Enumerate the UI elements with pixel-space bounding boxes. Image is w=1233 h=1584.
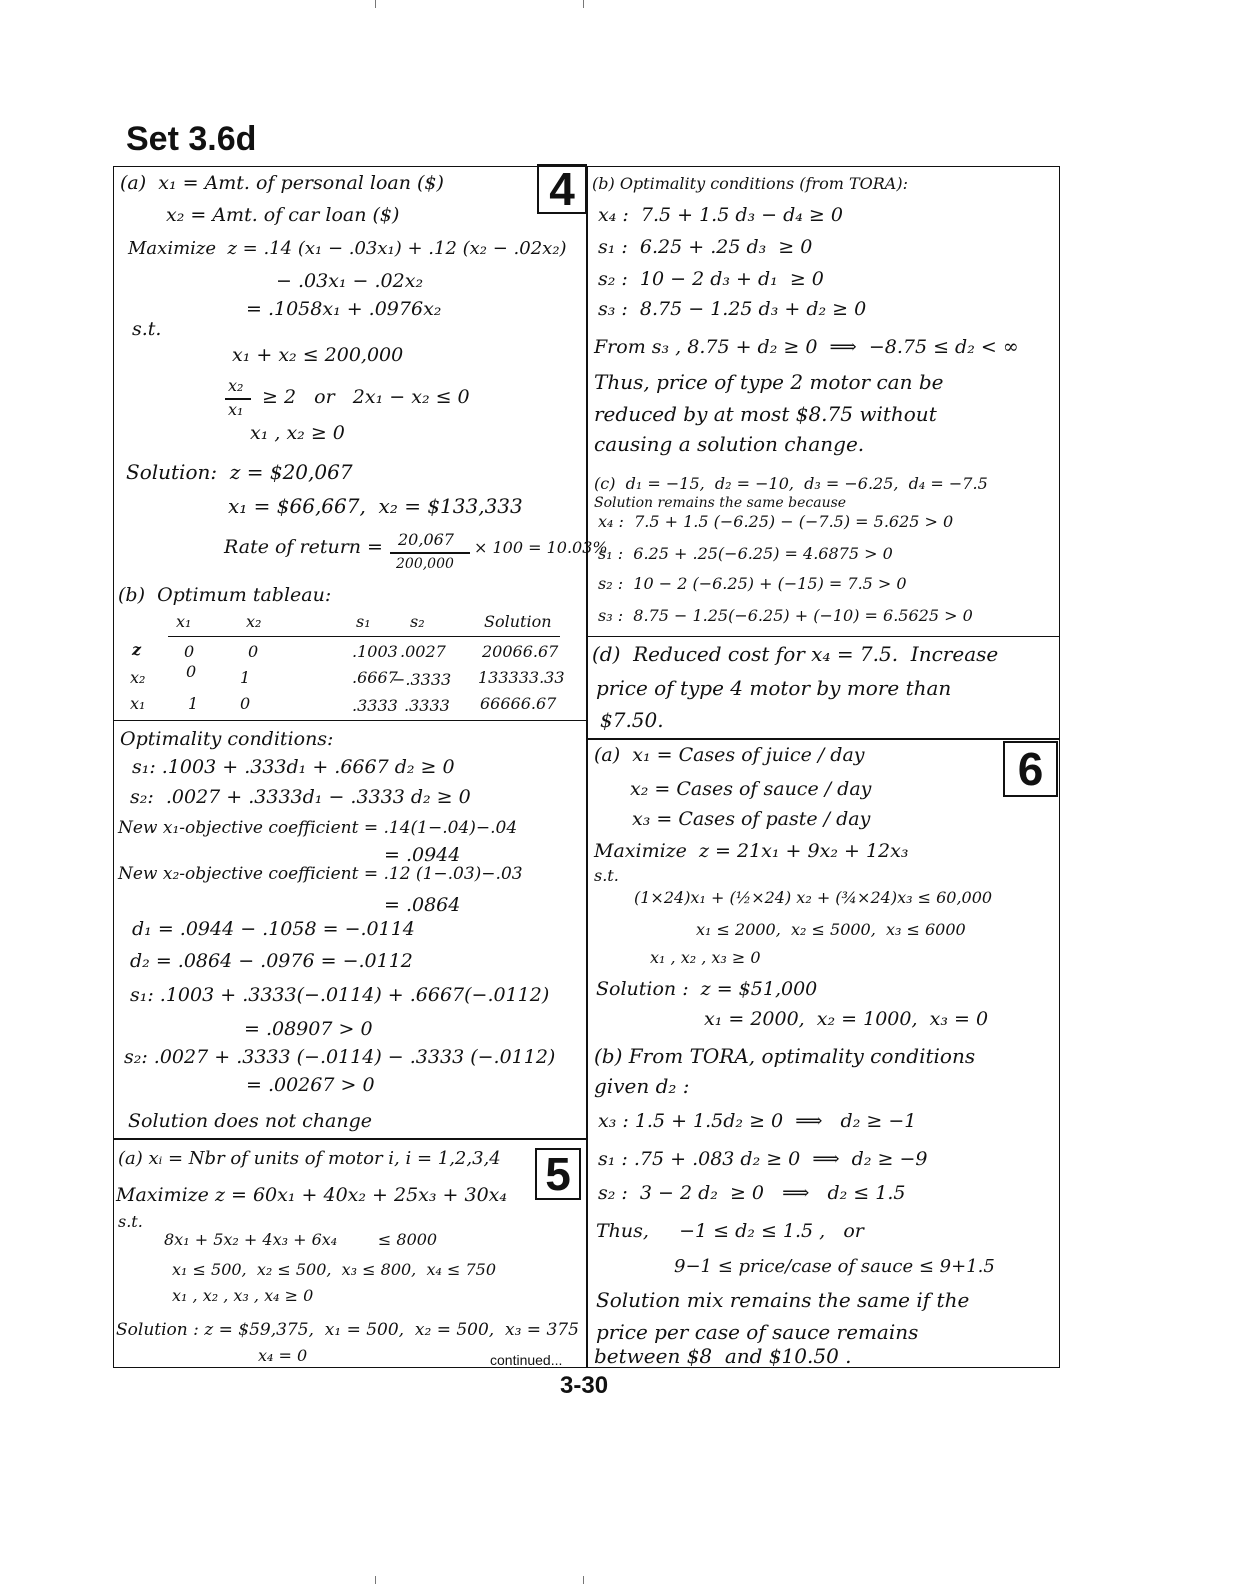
- p6-b-thus: Thus, −1 ≤ d₂ ≤ 1.5 , or: [596, 1220, 864, 1242]
- column-divider: [586, 166, 588, 1368]
- p4-st: s.t.: [132, 318, 162, 340]
- p4-new-x2-value: = .0864: [384, 894, 461, 916]
- tableau-cell: .6667: [352, 668, 398, 687]
- p5-constraint-3: x₁ , x₂ , x₃ , x₄ ≥ 0: [172, 1286, 314, 1305]
- p4-constraint-2: ≥ 2 or 2x₁ − x₂ ≤ 0: [262, 386, 470, 408]
- tableau-cell: .0027: [400, 642, 446, 661]
- scan-mark: [375, 0, 376, 8]
- p5-d-text-1: (d) Reduced cost for x₄ = 7.5. Increase: [592, 642, 999, 666]
- p5-c-s2: s₂ : 10 − 2 (−6.25) + (−15) = 7.5 > 0: [598, 574, 907, 593]
- p4-rate-numerator: 20,067: [398, 530, 454, 549]
- p5-b-s2: s₂ : 10 − 2 d₃ + d₁ ≥ 0: [598, 268, 824, 290]
- tableau-cell: x₂: [130, 668, 146, 687]
- p6-constraint-3: x₁ , x₂ , x₃ ≥ 0: [650, 948, 761, 967]
- tableau-cell: 133333.33: [478, 668, 565, 687]
- p4-rate-bar: [390, 552, 470, 554]
- p4-d2: d₂ = .0864 − .0976 = −.0112: [130, 950, 413, 972]
- p5-b-text-3: causing a solution change.: [594, 432, 865, 456]
- tableau-cell: 1: [240, 668, 251, 687]
- p6-b-s2: s₂ : 3 − 2 d₂ ≥ 0 ⟹ d₂ ≤ 1.5: [598, 1182, 906, 1204]
- section-divider-left: [113, 1138, 587, 1140]
- p5-b-from-s3: From s₃ , 8.75 + d₂ ≥ 0 ⟹ −8.75 ≤ d₂ < ∞: [594, 336, 1019, 358]
- scan-mark: [583, 0, 584, 8]
- p4-solution-z: Solution: z = $20,067: [126, 460, 353, 484]
- p4-constraint-2-den: x₁: [228, 400, 244, 419]
- p5-d-text-2: price of type 4 motor by more than: [596, 676, 952, 700]
- scan-mark: [583, 1576, 584, 1584]
- p6-b-text-4: price per case of sauce remains: [596, 1320, 919, 1344]
- p5-b-x4: x₄ : 7.5 + 1.5 d₃ − d₄ ≥ 0: [598, 204, 843, 226]
- p5-b-heading: (b) Optimality conditions (from TORA):: [592, 174, 908, 193]
- p4-optimality-s1: s₁: .1003 + .333d₁ + .6667 d₂ ≥ 0: [132, 756, 455, 778]
- tableau-header-solution: Solution: [484, 612, 552, 631]
- page-number: 3-30: [560, 1372, 609, 1399]
- p4-new-x1-coef: New x₁-objective coefficient = .14(1−.04)−.04: [118, 818, 518, 838]
- p4-d1: d₁ = .0944 − .1058 = −.0114: [132, 918, 415, 940]
- p4-check-s2-result: = .00267 > 0: [246, 1074, 375, 1096]
- p5-c-divider: [586, 636, 1060, 637]
- p5-b-s1: s₁ : 6.25 + .25 d₃ ≥ 0: [598, 236, 813, 258]
- tableau-cell: −.3333: [392, 670, 452, 689]
- p5-c-note: Solution remains the same because: [594, 495, 847, 511]
- p4-rate-label: Rate of return =: [224, 536, 383, 558]
- p4-objective-cont: − .03x₁ − .02x₂: [276, 270, 424, 292]
- p5-constraint-2: x₁ ≤ 500, x₂ ≤ 500, x₃ ≤ 800, x₄ ≤ 750: [172, 1260, 496, 1279]
- tableau-cell: 0: [184, 642, 195, 661]
- tableau-cell: x₁: [130, 694, 146, 713]
- tableau-header-s1: s₁: [356, 612, 371, 631]
- p5-st: s.t.: [118, 1212, 143, 1231]
- problem-6-badge: 6: [1003, 741, 1058, 797]
- tableau-header-x1: x₁: [176, 612, 192, 631]
- p4-objective-result: = .1058x₁ + .0976x₂: [246, 298, 442, 320]
- p5-c-heading: (c) d₁ = −15, d₂ = −10, d₃ = −6.25, d₄ = −7.5: [594, 474, 988, 493]
- tableau-cell: .3333: [404, 696, 450, 715]
- p6-b-text-5: between $8 and $10.50 .: [594, 1344, 852, 1368]
- p6-constraint-1: (1×24)x₁ + (½×24) x₂ + (¾×24)x₃ ≤ 60,000: [634, 888, 993, 907]
- p4-constraint-3: x₁ , x₂ ≥ 0: [250, 422, 345, 444]
- p4-var-x1: (a) x₁ = Amt. of personal loan ($): [120, 172, 444, 194]
- problem-5-badge: 5: [535, 1148, 581, 1200]
- p5-c-x4: x₄ : 7.5 + 1.5 (−6.25) − (−7.5) = 5.625 > 0: [598, 512, 954, 531]
- p6-solution-x: x₁ = 2000, x₂ = 1000, x₃ = 0: [704, 1008, 989, 1030]
- p6-constraint-2: x₁ ≤ 2000, x₂ ≤ 5000, x₃ ≤ 6000: [696, 920, 966, 939]
- p6-b-s1: s₁ : .75 + .083 d₂ ≥ 0 ⟹ d₂ ≥ −9: [598, 1148, 928, 1170]
- p6-b-text-3: Solution mix remains the same if the: [596, 1288, 970, 1312]
- tableau-bottom-rule: [113, 720, 587, 721]
- p5-solution-x4: x₄ = 0: [258, 1346, 308, 1365]
- tableau-cell: 66666.67: [480, 694, 557, 713]
- scan-mark: [375, 1576, 376, 1584]
- tableau-header-x2: x₂: [246, 612, 262, 631]
- p5-objective: Maximize z = 60x₁ + 40x₂ + 25x₃ + 30x₄: [116, 1184, 508, 1206]
- p4-objective: Maximize z = .14 (x₁ − .03x₁) + .12 (x₂ − .02x₂): [128, 238, 567, 259]
- p5-c-s3: s₃ : 8.75 − 1.25(−6.25) + (−10) = 6.5625 > 0: [598, 606, 973, 625]
- p5-constraint-1: 8x₁ + 5x₂ + 4x₃ + 6x₄ ≤ 8000: [164, 1230, 438, 1249]
- continued-note: continued...: [490, 1352, 563, 1368]
- tableau-cell: 1: [188, 694, 199, 713]
- page-title: Set 3.6d: [126, 120, 257, 158]
- p4-new-x2-coef: New x₂-objective coefficient = .12 (1−.03)−.03: [118, 864, 523, 884]
- p4-new-x1-value: = .0944: [384, 844, 461, 866]
- p4-var-x2: x₂ = Amt. of car loan ($): [166, 204, 400, 226]
- p6-st: s.t.: [594, 866, 619, 885]
- p4-optimality-s2: s₂: .0027 + .3333d₁ − .3333 d₂ ≥ 0: [130, 786, 471, 808]
- p6-objective: Maximize z = 21x₁ + 9x₂ + 12x₃: [594, 840, 909, 862]
- p6-var-x1: (a) x₁ = Cases of juice / day: [594, 744, 865, 766]
- tableau-cell: .1003: [352, 642, 398, 661]
- p4-rate-denominator: 200,000: [396, 556, 454, 572]
- p6-b-x3: x₃ : 1.5 + 1.5d₂ ≥ 0 ⟹ d₂ ≥ −1: [598, 1110, 917, 1132]
- tableau-cell: 0: [240, 694, 251, 713]
- p4-optimality-heading: Optimality conditions:: [120, 728, 334, 750]
- problem-4-badge: 4: [537, 164, 587, 214]
- p6-var-x2: x₂ = Cases of sauce / day: [630, 778, 872, 800]
- p5-c-s1: s₁ : 6.25 + .25(−6.25) = 4.6875 > 0: [598, 544, 893, 563]
- p6-b-price-range: 9−1 ≤ price/case of sauce ≤ 9+1.5: [674, 1256, 995, 1277]
- p4-check-s2: s₂: .0027 + .3333 (−.0114) − .3333 (−.0112): [124, 1046, 556, 1068]
- p4-tableau-heading: (b) Optimum tableau:: [118, 584, 332, 606]
- tableau-header-s2: s₂: [410, 612, 425, 631]
- p4-constraint-1: x₁ + x₂ ≤ 200,000: [232, 344, 404, 366]
- tableau-cell: 0: [186, 662, 197, 681]
- p6-b-text-1: (b) From TORA, optimality conditions: [594, 1044, 976, 1068]
- p4-conclusion: Solution does not change: [128, 1110, 373, 1132]
- tableau-cell: 20066.67: [482, 642, 559, 661]
- tableau-cell: .3333: [352, 696, 398, 715]
- p5-d-text-3: $7.50.: [600, 708, 664, 732]
- tableau-cell: z: [132, 640, 142, 659]
- section-divider-right: [586, 738, 1060, 740]
- p6-solution-z: Solution : z = $51,000: [596, 978, 818, 1000]
- p6-b-text-2: given d₂ :: [594, 1074, 690, 1098]
- tableau-cell: 0: [248, 642, 259, 661]
- tableau-header-rule: [168, 636, 560, 637]
- p4-check-s1-result: = .08907 > 0: [244, 1018, 373, 1040]
- p4-rate-result: × 100 = 10.03%: [474, 538, 608, 557]
- p5-b-text-2: reduced by at most $8.75 without: [594, 402, 937, 426]
- p5-var-definition: (a) xᵢ = Nbr of units of motor i, i = 1,2,3,4: [118, 1148, 501, 1169]
- p4-solution-x: x₁ = $66,667, x₂ = $133,333: [228, 494, 523, 518]
- p5-solution: Solution : z = $59,375, x₁ = 500, x₂ = 500, x₃ = 375: [116, 1320, 579, 1340]
- p6-var-x3: x₃ = Cases of paste / day: [632, 808, 871, 830]
- p4-check-s1: s₁: .1003 + .3333(−.0114) + .6667(−.0112): [130, 984, 550, 1006]
- p4-constraint-2-num: x₂: [228, 376, 244, 395]
- p5-b-text-1: Thus, price of type 2 motor can be: [594, 370, 944, 394]
- p5-b-s3: s₃ : 8.75 − 1.25 d₃ + d₂ ≥ 0: [598, 298, 867, 320]
